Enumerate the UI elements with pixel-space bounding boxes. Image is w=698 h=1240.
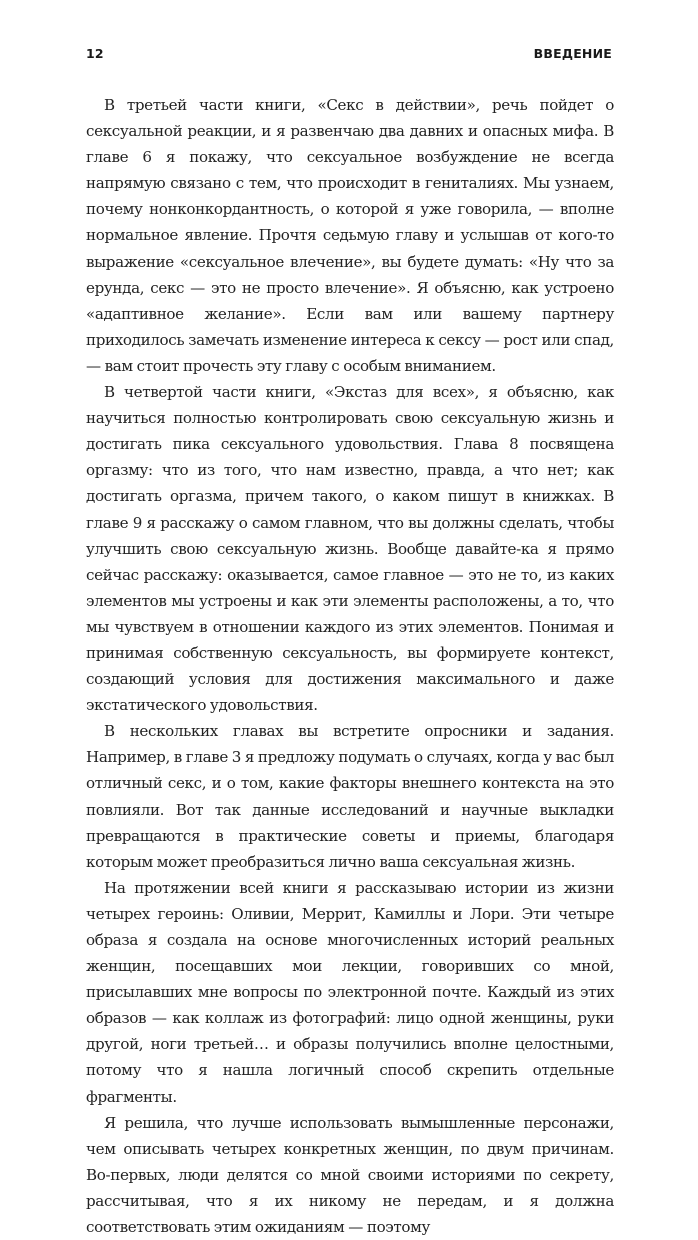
paragraph: В третьей части книги, «Секс в действии», речь пойдет о сексуальной реакции, и я развенчаю два давних и опасных мифа. В главе 6 я покажу, что сексуальное возбуждение не всегда напрямую связано с тем, что происходит в гениталиях. Мы узнаем, почему нонконкордантность, о которой я уже говорила, — вполне нормальное явление. Прочтя седьмую главу и услышав от кого-то выражение «сексуальное влечение», вы будете думать: «Ну что за ерунда, секс — это не просто влечение». Я объясню, как устроено «адаптивное желание». Если вам или вашему партнеру приходилось замечать изменение интереса к сексу — рост или спад, — вам стоит прочесть эту главу с особым вниманием. xyxy=(86,96,614,375)
paragraph: В четвертой части книги, «Экстаз для всех», я объясню, как научиться полностью контролировать свою сексуальную жизнь и достигать пика сексуального удовольствия. Глава 8 посвящена оргазму: что из того, что нам известно, правда, а что нет; как достигать оргазма, причем такого, о каком пишут в книжках. В главе 9 я расскажу о самом главном, что вы должны сделать, чтобы улучшить свою сексуальную жизнь. Вообще давайте-ка я прямо сейчас расскажу: оказывается, самое главное — это не то, из каких элементов мы устроены и как эти элементы расположены, а то, что мы чувствуем в отношении каждого из этих элементов. Понимая и принимая собственную сексуальность, вы формируете контекст, создающий условия для достижения максимального и даже экстатического удовольствия. xyxy=(86,383,614,715)
body-text xyxy=(86,92,614,1240)
paragraph: В нескольких главах вы встретите опросники и задания. Например, в главе 3 я предложу подумать о случаях, когда у вас был отличный секс, и о том, какие факторы внешнего контекста на это повлияли. Вот так данные исследований и научные выкладки превращаются в практические советы и приемы, благодаря которым может преобразиться лично ваша сексуальная жизнь. xyxy=(86,722,614,871)
page-number: 12 xyxy=(86,46,104,61)
section-title: ВВЕДЕНИЕ xyxy=(533,46,612,61)
running-header xyxy=(86,46,612,70)
paragraph: Я решила, что лучше использовать вымышленные персонажи, чем описывать четырех конкретных женщин, по двум причинам. Во-первых, люди делятся со мной своими историями по секрету, рассчитывая, что я их никому не передам, и я должна соответствовать этим ожиданиям — поэтому xyxy=(86,1113,614,1237)
paragraph: На протяжении всей книги я рассказываю истории из жизни четырех героинь: Оливии, Меррит, Камиллы и Лори. Эти четыре образа я создала на основе многочисленных историй реальных женщин, посещавших мои лекции, говоривших со мной, присылавших мне вопросы по электронной почте. Каждый из этих образов — как коллаж из фотографий: лицо одной женщины, руки другой, ноги третьей… и образы получились вполне целостными, потому что я нашла логичный способ скрепить отдельные фрагменты. xyxy=(86,878,614,1106)
